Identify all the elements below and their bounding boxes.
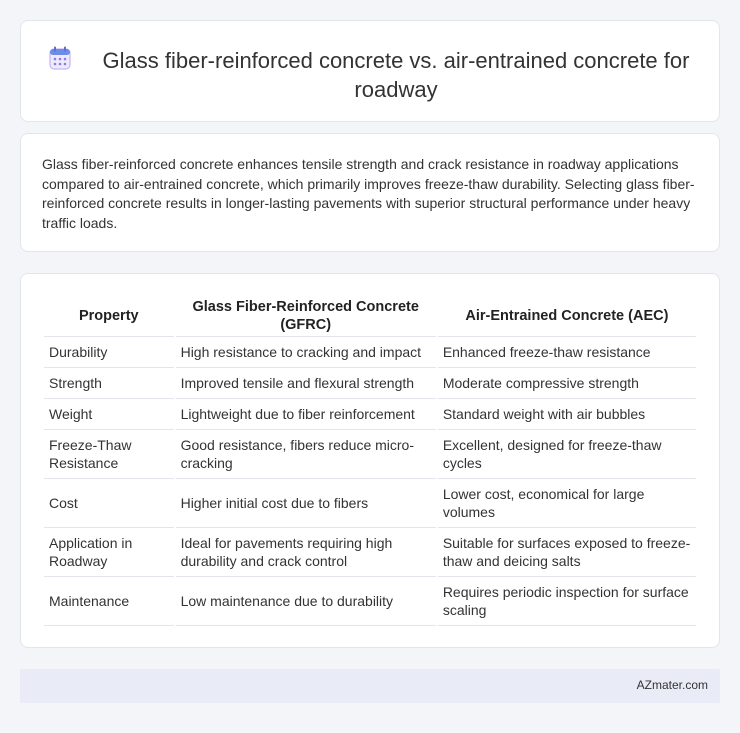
summary-text: Glass fiber-reinforced concrete enhances tensile strength and crack resistance in roadway applications compared to air-entrained concrete, which primarily improves freeze-thaw durability. Selecting glass fiber-reinforced concrete results in longer-lasting pavements with superior structural performance under heavy traffic loads. — [42, 156, 695, 231]
property-cell: Cost — [44, 479, 174, 528]
gfrc-cell: Good resistance, fibers reduce micro-cracking — [176, 430, 436, 479]
table-header-row — [44, 295, 696, 337]
table-row — [44, 430, 696, 479]
column-header-property: Property — [44, 295, 174, 337]
property-cell: Maintenance — [44, 577, 174, 626]
property-cell: Strength — [44, 368, 174, 399]
comparison-table — [42, 295, 698, 626]
property-cell: Freeze-Thaw Resistance — [44, 430, 174, 479]
aec-cell: Standard weight with air bubbles — [438, 399, 696, 430]
aec-cell: Moderate compressive strength — [438, 368, 696, 399]
table-row — [44, 399, 696, 430]
property-cell: Durability — [44, 337, 174, 368]
gfrc-cell: Low maintenance due to durability — [176, 577, 436, 626]
footer-brand[interactable]: AZmater.com — [636, 678, 708, 692]
column-header-gfrc: Glass Fiber-Reinforced Concrete (GFRC) — [176, 295, 436, 337]
aec-cell: Requires periodic inspection for surface scaling — [438, 577, 696, 626]
page-title: Glass fiber-reinforced concrete vs. air-entrained concrete for roadway — [102, 48, 690, 102]
column-header-aec: Air-Entrained Concrete (AEC) — [438, 295, 696, 337]
aec-cell: Suitable for surfaces exposed to freeze-thaw and deicing salts — [438, 528, 696, 577]
table-row — [44, 368, 696, 399]
table-row — [44, 577, 696, 626]
comparison-table-card — [20, 273, 720, 648]
table-row — [44, 479, 696, 528]
calendar-icon — [49, 46, 71, 70]
gfrc-cell: Lightweight due to fiber reinforcement — [176, 399, 436, 430]
gfrc-cell: Improved tensile and flexural strength — [176, 368, 436, 399]
aec-cell: Excellent, designed for freeze-thaw cycles — [438, 430, 696, 479]
aec-cell: Lower cost, economical for large volumes — [438, 479, 696, 528]
title-card — [20, 20, 720, 122]
table-row — [44, 337, 696, 368]
aec-cell: Enhanced freeze-thaw resistance — [438, 337, 696, 368]
property-cell: Application in Roadway — [44, 528, 174, 577]
summary-card — [20, 133, 720, 252]
property-cell: Weight — [44, 399, 174, 430]
table-row — [44, 528, 696, 577]
gfrc-cell: Higher initial cost due to fibers — [176, 479, 436, 528]
gfrc-cell: High resistance to cracking and impact — [176, 337, 436, 368]
gfrc-cell: Ideal for pavements requiring high durability and crack control — [176, 528, 436, 577]
footer — [20, 669, 720, 703]
